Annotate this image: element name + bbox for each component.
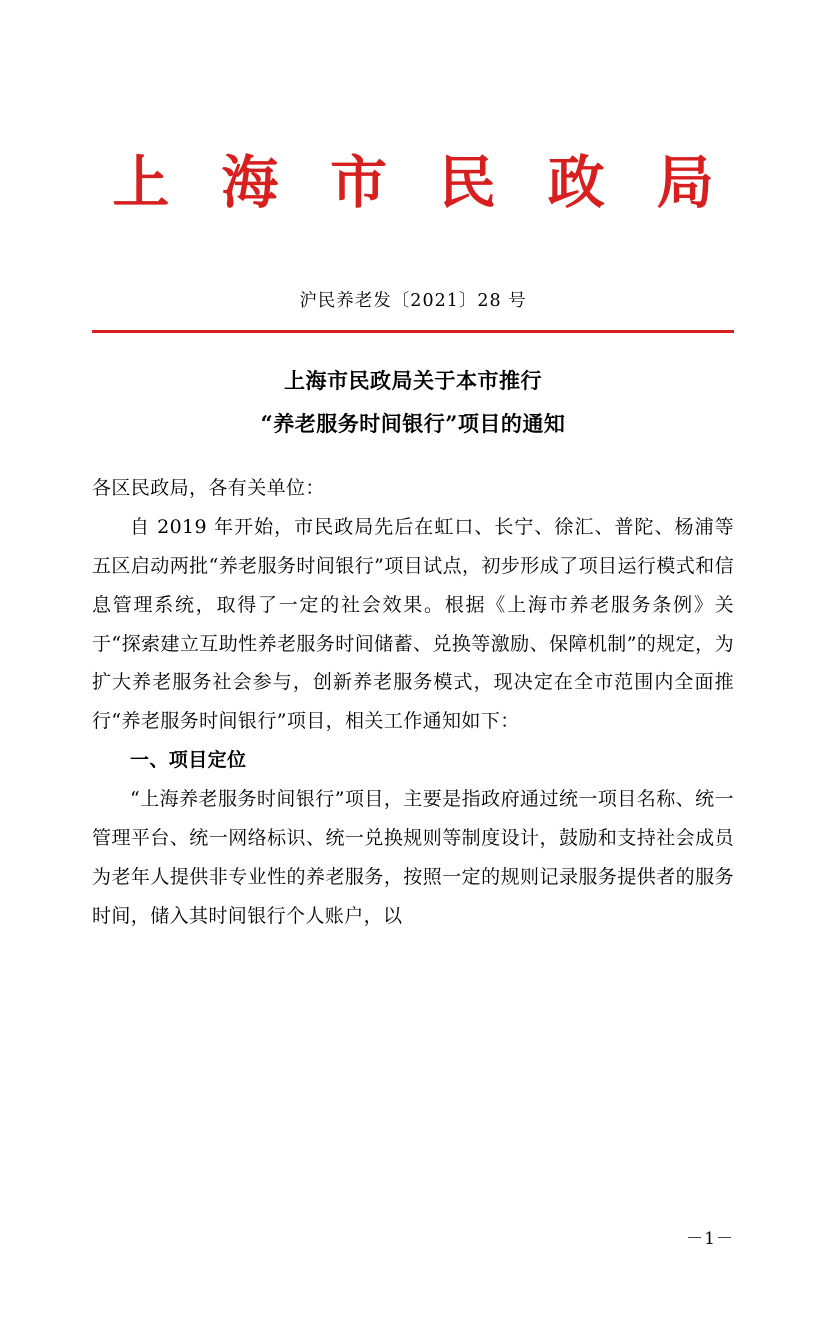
red-divider-rule [92, 330, 734, 333]
section-heading-1: 一、项目定位 [130, 749, 247, 772]
document-title [92, 359, 734, 445]
document-body [92, 469, 734, 936]
paragraph-intro: 自 2019 年开始，市民政局先后在虹口、长宁、徐汇、普陀、杨浦等五区启动两批“养老服务时间银行”项目试点，初步形成了项目运行模式和信息管理系统，取得了一定的社会效果。根据《上海市养老服务条例》关于“探索建立互助性养老服务时间储蓄、兑换等激励、保障机制”的规定，为扩大养老服务社会参与，创新养老服务模式，现决定在全市范围内全面推行“养老服务时间银行”项目，相关工作通知如下： [92, 515, 734, 733]
document-title-line-2: “养老服务时间银行”项目的通知 [260, 410, 566, 436]
document-number: 沪民养老发〔2021〕28 号 [299, 290, 527, 311]
document-title-line-1: 上海市民政局关于本市推行 [284, 367, 542, 393]
page-number: －1－ [686, 1229, 734, 1249]
document-page [0, 149, 826, 1321]
paragraph-section-1: “上海养老服务时间银行”项目，主要是指政府通过统一项目名称、统一管理平台、统一网络标识、统一兑换规则等制度设计，鼓励和支持社会成员为老年人提供非专业性的养老服务，按照一定的规则记录服务提供者的服务时间，储入其时间银行个人账户，以 [92, 788, 734, 928]
salutation: 各区民政局，各有关单位： [92, 476, 325, 499]
masthead-title: 上 海 市 民 政 局 [112, 149, 730, 216]
